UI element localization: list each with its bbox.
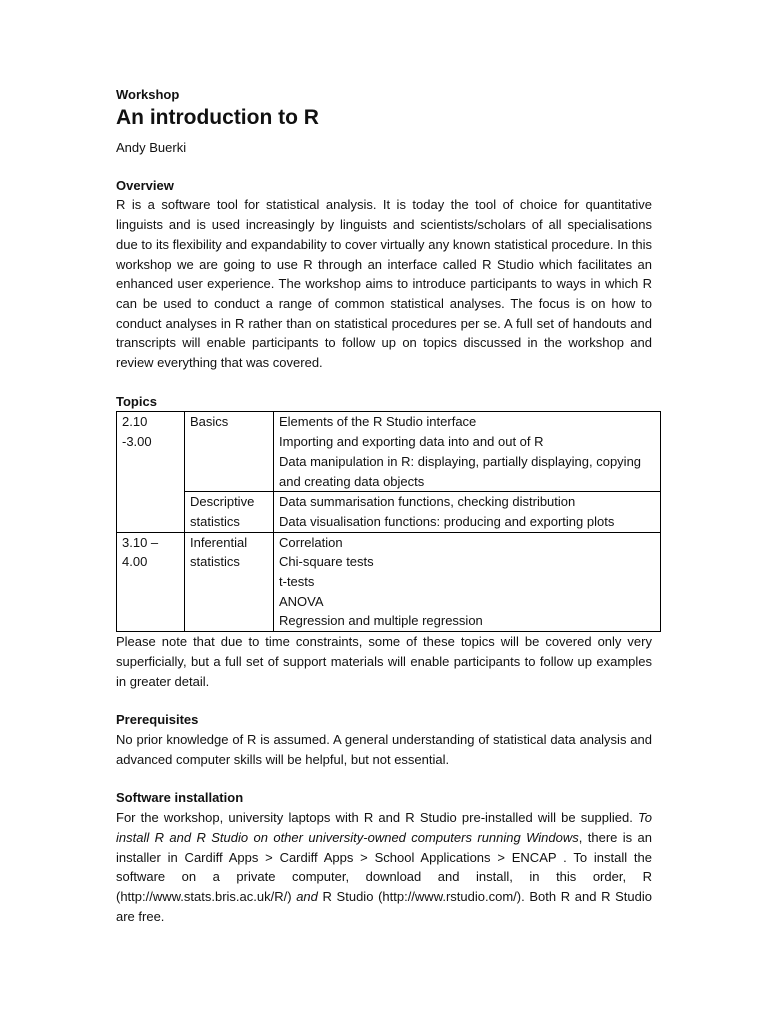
software-text: For the workshop, university laptops with R and R Studio pre-installed will be supplied. To install R and R Studio on other university-owned computers running Windows, there is an installer in Cardiff Apps > Cardiff Apps > School Applications > ENCAP . To install the software on a private computer, download and install, in this order, R (http://www.stats.bris.ac.uk/R/) and R Studio (http://www.rstudio.com/). Both R and R Studio are free. [116, 810, 652, 924]
list-item: Data summarisation functions, checking distribution [279, 494, 576, 510]
table-row [117, 532, 661, 632]
prerequisites-heading: Prerequisites [116, 712, 199, 728]
topics-note: Please note that due to time constraints, some of these topics will be covered only very superficially, but a full set of support materials will enable participants to follow up examples in greater detail. [116, 634, 652, 689]
topic-items-inferential [274, 532, 661, 632]
list-item: Correlation [279, 534, 343, 550]
table-row [117, 492, 661, 532]
topic-area-descriptive: Descriptive statistics [185, 492, 274, 532]
list-item: Regression and multiple regression [279, 613, 483, 629]
doc-author: Andy Buerki [116, 140, 187, 155]
list-item: Importing and exporting data into and out of R [279, 434, 544, 450]
topic-items-descriptive [274, 492, 661, 532]
session-1-time: 2.10 -3.00 [117, 412, 185, 532]
topic-area-basics: Basics [185, 412, 274, 492]
list-item: Data manipulation in R: displaying, partially displaying, copying and creating data objects [279, 453, 642, 489]
list-item: Chi-square tests [279, 554, 374, 570]
overview-heading: Overview [116, 177, 174, 193]
overview-text: R is a software tool for statistical analysis. It is today the tool of choice for quantitative linguists and is used increasingly by linguists and scientists/scholars of all specialisations due to its flexibility and expandability to cover virtually any known statistical procedure. In this workshop we are going to use R through an interface called R Studio which facilitates an enhanced user experience. The workshop aims to introduce participants to ways in which R can be used to conduct a range of common statistical analyses. The focus is on how to conduct analyses in R rather than on statistical procedures per se. A full set of handouts and transcripts will enable participants to follow up on topics discussed in the workshop and review everything that was covered. [116, 197, 652, 371]
table-row [117, 412, 661, 492]
list-item: ANOVA [279, 593, 324, 609]
list-item: Elements of the R Studio interface [279, 414, 477, 430]
list-item: t-tests [279, 574, 315, 590]
software-heading: Software installation [116, 790, 244, 806]
list-item: Data visualisation functions: producing and exporting plots [279, 513, 615, 529]
doc-kicker: Workshop [116, 87, 180, 102]
prerequisites-text: No prior knowledge of R is assumed. A general understanding of statistical data analysis and advanced computer skills will be helpful, but not essential. [116, 731, 652, 767]
topic-items-basics [274, 412, 661, 492]
topic-area-inferential: Inferential statistics [185, 532, 274, 632]
session-2-time: 3.10 – 4.00 [117, 532, 185, 632]
topics-table [116, 411, 661, 632]
document-content [116, 86, 652, 926]
topics-heading: Topics [116, 393, 157, 409]
doc-title: An introduction to R [116, 106, 319, 129]
